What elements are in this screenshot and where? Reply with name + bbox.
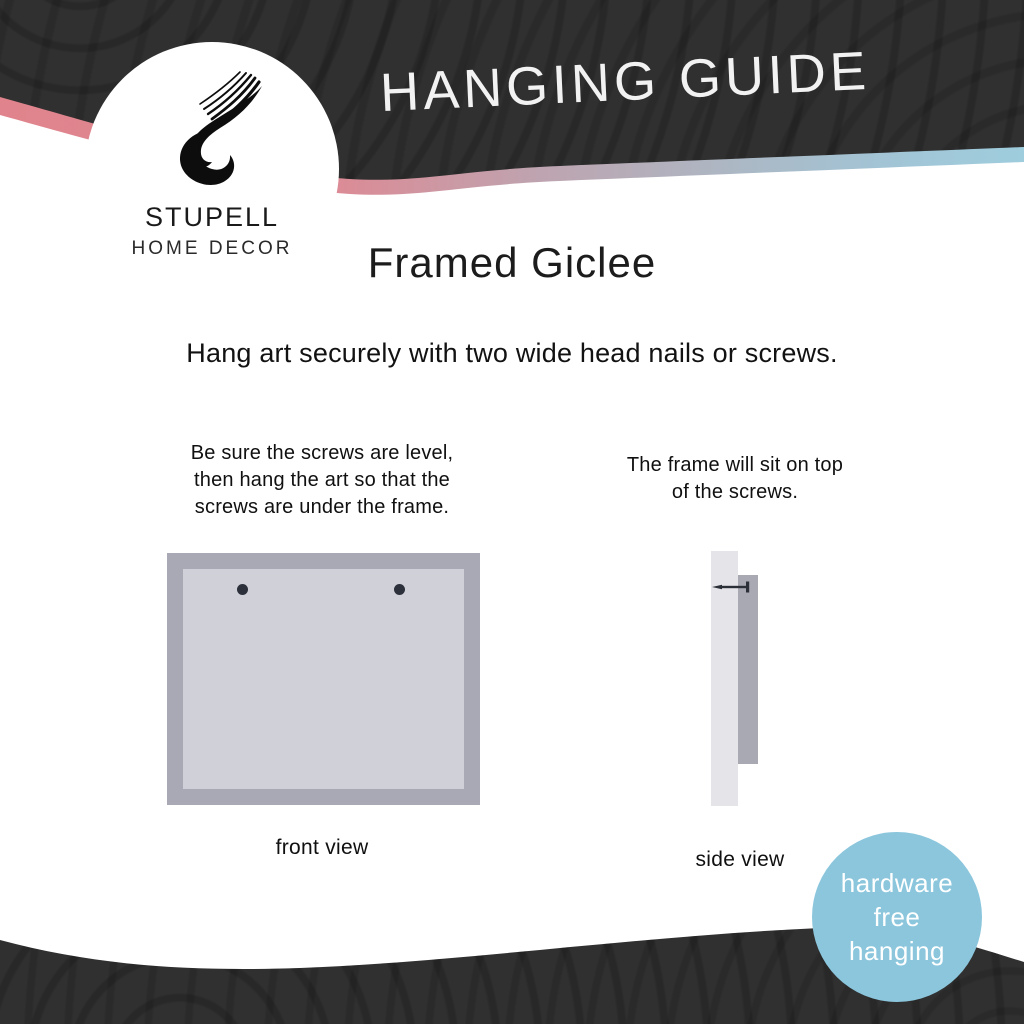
front-view-frame-diagram xyxy=(167,553,480,805)
brand-logo-circle xyxy=(85,42,339,296)
front-view-caption: front view xyxy=(275,836,369,859)
side-view-caption: side view xyxy=(695,848,785,871)
screw-dot-right xyxy=(394,584,405,595)
front-note-line: Be sure the screws are level, xyxy=(190,442,454,464)
brand-name: STUPELL xyxy=(144,202,280,232)
product-type-title: Framed Giclee xyxy=(367,239,657,286)
page-title: HANGING GUIDE xyxy=(378,40,872,124)
brand-tagline: HOME DECOR xyxy=(131,238,293,259)
badge-line: free xyxy=(873,902,921,932)
side-note-line: The frame will sit on top xyxy=(626,454,844,476)
nail-icon xyxy=(712,580,752,594)
front-note-line: then hang the art so that the xyxy=(194,469,450,491)
front-view-artwork-area xyxy=(183,569,464,789)
front-view-note xyxy=(130,440,514,521)
badge-line: hardware xyxy=(840,868,954,898)
hardware-free-badge-text xyxy=(841,866,953,968)
side-note-line: of the screws. xyxy=(671,481,799,503)
screw-dot-left xyxy=(237,584,248,595)
front-note-line: screws are under the frame. xyxy=(194,496,450,518)
stupell-s-swirl-icon xyxy=(156,68,268,196)
hardware-free-badge xyxy=(812,832,982,1002)
badge-line: hanging xyxy=(848,936,946,966)
instruction-text: Hang art securely with two wide head nails or screws. xyxy=(186,338,838,368)
side-view-note xyxy=(585,452,885,506)
side-view-backing-bar xyxy=(738,575,758,764)
